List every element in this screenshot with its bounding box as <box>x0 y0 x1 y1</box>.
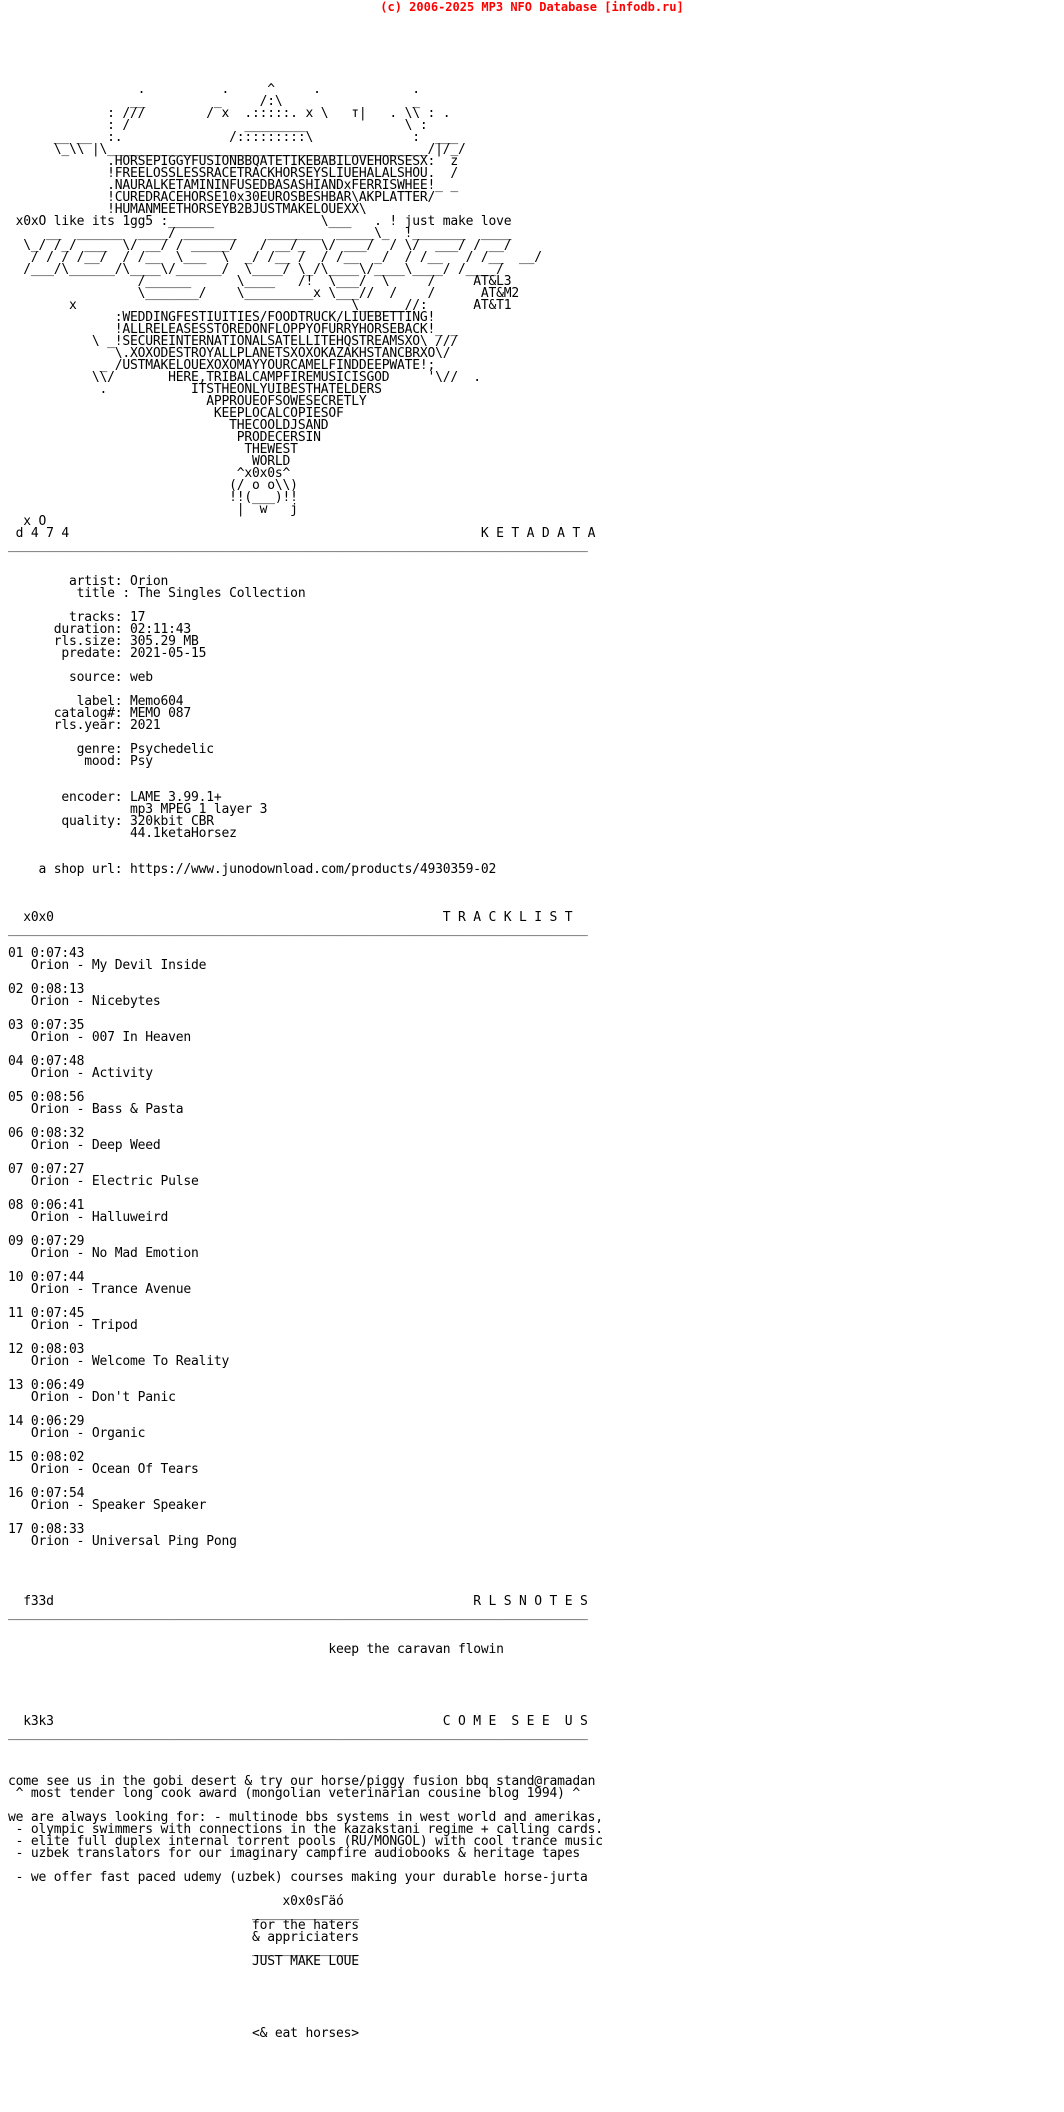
site-header: (c) 2006-2025 MP3 NFO Database [infodb.ru] <box>380 0 684 14</box>
nfo-text: . . ^ . . __ _ /:\ _ : /// / x .:::::. x \ т| . \\ : . : / ________ \ : __ __ :. /:::::::::\ : ___ \_\\ |\__________________________________________/|/_/ .HORSEPIGGYFUSIONBBQATETIKEBABILOVEHORSESX: z !FREELOSSLESSRACETRACKHORSEYSLIUEHALALSHOU. / .NAURALKETAMININFUSEDBASASHIANDxFERRISWHEE!_ _ !CUREDRACEHORSE10x30EUROSBESHBAR\AKPLATTER/ !HUMANMEETHORSEYB2BJUSTMAKELOUEXX\ x0xO like its 1gg5 :______ \___ . ! just make love __ ______ ____/ _______ _______ _____\_ !_______ ____ \_/ /_/ ___ \/ __/ / _____/ / __/_ \/ ___/ / \/ ___/ / __/ / / / /__/ / /__ \___ \ _/ /__ / / /__ _/ / /__ / /__ __/ /___/\______/\____\/______/ \____/ \_/\____\/____\____/ /____/ /______ \____ /! \___/ \ / AT&L3 \_______/ \_________x \___// / / AT&M2 x \______//: AT&T1 :WEDDINGFESTIUITIES/FOODTRUCK/LIUEBETTING! !ALLRELEASESSTOREDONFLOPPYOFURRYHORSEBACK!_ _ \ _!SECUREINTERNATIONALSATELLITEHQSTREAMSXO\ /// \.XOXODESTROYALLPLANETSXOXOKAZAKHSTANCBRXO\/ _ /USTMAKELOUEXOXOMAYYOURCAMELFINDDEEPWATE!; \\/ HERE,TRIBALCAMPFIREMUSICISGOD '\// . . ITSTHEONLYUIBESTHATELDERS APPROUEOFSOWESECRETLY KEEPLOCALCOPIESOF THECOOLDJSAND PRODECERSIN THEWEST WORLD ^x0x0s^ (/ o o\\) !!(___)!! | w j x O d 4 7 4 K E T A D A T A ____________________________________________________________________________ artist: Orion title : The Singles Collection tracks: 17 duration: 02:11:43 rls.size: 305.29 MB predate: 2021-05-15 source: web label: Memo604 catalog#: MEMO 087 rls.year: 2021 genre: Psychedelic mood: Psy encoder: LAME 3.99.1+ mp3 MPEG 1 layer 3 quality: 320kbit CBR 44.1ketaHorsez a shop url: https://www.junodownload.com/products/4930359-02 x0x0 T R A C K L I S T ____________________________________________________________________________ 01 0:07:43 Orion - My Devil Inside 02 0:08:13 Orion - Nicebytes 03 0:07:35 Orion - 007 In Heaven 04 0:07:48 Orion - Activity 05 0:08:56 Orion - Bass & Pasta 06 0:08:32 Orion - Deep Weed 07 0:07:27 Orion - Electric Pulse 08 0:06:41 Orion - Halluweird 09 0:07:29 Orion - No Mad Emotion 10 0:07:44 Orion - Trance Avenue 11 0:07:45 Orion - Tripod 12 0:08:03 Orion - Welcome To Reality 13 0:06:49 Orion - Don't Panic 14 0:06:29 Orion - Organic 15 0:08:02 Orion - Ocean Of Tears 16 0:07:54 Orion - Speaker Speaker 17 0:08:33 Orion - Universal Ping Pong f33d R L S N O T E S ____________________________________________________________________________ keep the caravan flowin k3k3 C O M E S E E U S ____________________________________________________________________________ come see us in the gobi desert & try our horse/piggy fusion bbq stand@ramadan ^ most tender long cook award (mongolian veterinarian cousine blog 1994) ^ we are always looking for: - multinode bbs systems in west world and amerikas, - olympic swimmers with connections in the kazakstani regime + calling cards. - elite full duplex internal torrent pools (RU/MONGOL) with cool trance music - uzbek translators for our imaginary campfire audiobooks & heritage tapes - we offer fast paced udemy (uzbek) courses making your durable horse-jurta x0x0sΓäó ______________ for the haters & appriciaters ______________ JUST MAKE LOUE <& eat horses> <box>8 82 603 2041</box>
